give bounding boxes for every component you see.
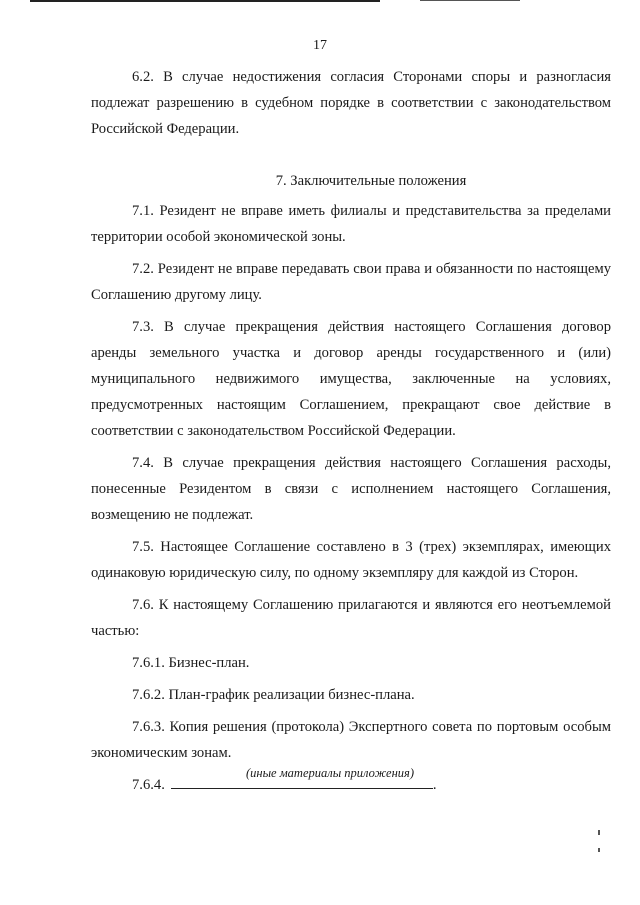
scan-top-line-2 (420, 0, 520, 1)
paragraph-7-6-1: 7.6.1. Бизнес-план. (132, 655, 250, 671)
paragraph-7-6-2: 7.6.2. План-график реализации бизнес-плана. (132, 687, 415, 703)
page-number: 17 (313, 38, 327, 53)
paragraph-7-5: 7.5. Настоящее Соглашение составлено в 3 (трех) экземплярах, имеющих одинаковую юридическую силу, по одному экземпляру для каждой из Сторон. (91, 539, 611, 581)
paragraph-7-2: 7.2. Резидент не вправе передавать свои права и обязанности по настоящему Соглашению другому лицу. (91, 261, 611, 303)
document-body (91, 64, 611, 798)
appendix-materials-note: (иные материалы приложения) (245, 766, 415, 780)
scan-speck (598, 830, 600, 835)
paragraph-7-1: 7.1. Резидент не вправе иметь филиалы и представительства за пределами территории особой экономической зоны. (91, 203, 611, 245)
scan-speck (598, 848, 600, 852)
paragraph-7-6-4-label: 7.6.4. (132, 777, 165, 793)
section-heading-7: 7. Заключительные положения (275, 173, 467, 189)
scan-top-line (30, 0, 380, 2)
paragraph-7-3: 7.3. В случае прекращения действия настоящего Соглашения договор аренды земельного участка и договор аренды государственного и (или) муниципального недвижимого имущества, заключенные на условиях, предусмотренных настоящим Соглашением, прекращают свое действие в соответствии с законодательством Российской Федерации. (91, 319, 611, 439)
paragraph-7-6-3: 7.6.3. Копия решения (протокола) Экспертного совета по портовым особым экономическим зонам. (91, 719, 611, 761)
paragraph-6-2: 6.2. В случае недостижения согласия Сторонами споры и разногласия подлежат разрешению в судебном порядке в соответствии с законодательством Российской Федерации. (91, 69, 611, 137)
paragraph-7-6-4-end: . (432, 777, 437, 793)
paragraph-7-6: 7.6. К настоящему Соглашению прилагаются и являются его неотъемлемой частью: (91, 597, 611, 639)
paragraph-7-4: 7.4. В случае прекращения действия настоящего Соглашения расходы, понесенные Резидентом в связи с исполнением настоящего Соглашения, возмещению не подлежат. (91, 455, 611, 523)
